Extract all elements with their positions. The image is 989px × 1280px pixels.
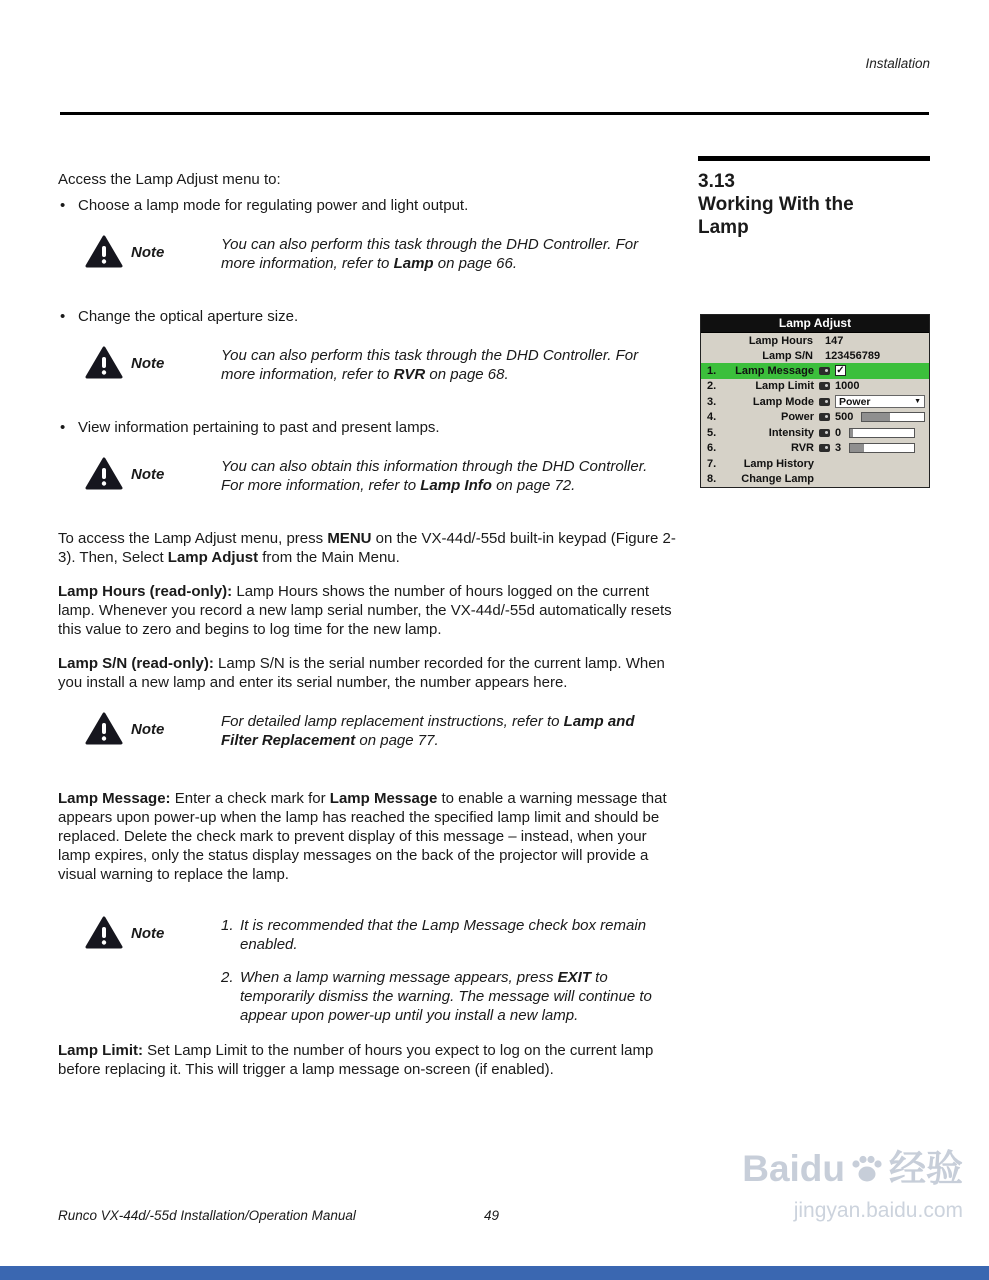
note-item-number: 2. xyxy=(221,969,234,986)
menu-item-number: 3. xyxy=(707,395,717,408)
menu-item-label: Lamp Limit xyxy=(755,380,814,393)
rvr-value: 3 xyxy=(835,442,842,455)
lamp-message-checkbox[interactable] xyxy=(835,365,846,376)
sidebar xyxy=(698,156,930,776)
menu-item-power[interactable] xyxy=(701,410,929,426)
note-label: Note xyxy=(131,925,165,942)
info-label: Lamp Hours xyxy=(748,334,813,347)
note-icon xyxy=(85,346,123,385)
note-block-4 xyxy=(58,712,680,751)
intensity-value: 0 xyxy=(835,426,842,439)
intro-paragraph: Access the Lamp Adjust menu to: xyxy=(58,171,281,188)
menu-item-label: Lamp Mode xyxy=(752,395,814,408)
section-title: Working With the Lamp xyxy=(698,194,854,238)
bottom-accent-bar xyxy=(0,1266,989,1280)
menu-item-number: 2. xyxy=(707,380,717,393)
menu-item-number: 4. xyxy=(707,411,717,424)
slider-fill xyxy=(850,444,864,452)
bullet-item-lamp-info xyxy=(58,418,680,437)
watermark-brand-suffix: 经验 xyxy=(889,1148,963,1189)
menu-item-lamp-mode[interactable] xyxy=(701,394,929,410)
menu-item-change-lamp[interactable] xyxy=(701,472,929,488)
bullet-item-aperture xyxy=(58,307,680,326)
menu-info-lamp-sn xyxy=(701,348,929,363)
dropdown-arrow-icon: ▼ xyxy=(914,398,921,406)
lamp-limit-value[interactable]: 1000 xyxy=(835,380,860,393)
slider-fill xyxy=(850,429,853,437)
slider-fill xyxy=(862,413,890,421)
note-text: You can also perform this task through the DHD Controller. For more information, refer to Lamp on page 66. xyxy=(221,236,639,272)
menu-item-label: Lamp History xyxy=(743,457,814,470)
note-numbered-list xyxy=(221,916,669,1025)
intensity-slider[interactable] xyxy=(849,428,915,438)
bullet-marker: • xyxy=(60,308,66,325)
note-icon xyxy=(85,916,123,955)
option-icon xyxy=(819,367,830,375)
note-item-text: When a lamp warning message appears, press EXIT to temporarily dismiss the warning. The message will continue to appear upon power-up until you install a new lamp. xyxy=(240,969,652,1024)
lamp-adjust-menu xyxy=(700,314,930,488)
bullet-text: Choose a lamp mode for regulating power and light output. xyxy=(78,197,469,214)
note-text: You can also perform this task through the DHD Controller. For more information, refer to RVR on page 68. xyxy=(221,347,639,383)
section-number: 3.13 xyxy=(698,171,735,192)
note-item-text: It is recommended that the Lamp Message check box remain enabled. xyxy=(240,917,647,953)
footer-page-number: 49 xyxy=(484,1208,500,1223)
watermark-brand xyxy=(742,1148,963,1190)
header-rule xyxy=(60,112,929,115)
note-block-3 xyxy=(58,457,680,496)
menu-item-label: Lamp Message xyxy=(735,364,814,377)
body-column xyxy=(58,170,680,1079)
rvr-slider[interactable] xyxy=(849,443,915,453)
note-icon xyxy=(85,712,123,751)
note-label: Note xyxy=(131,355,165,372)
lamp-mode-dropdown[interactable] xyxy=(835,395,925,408)
lamp-menu-title: Lamp Adjust xyxy=(701,315,929,333)
option-icon xyxy=(819,444,830,452)
menu-item-lamp-message[interactable] xyxy=(701,363,929,379)
section-rule xyxy=(698,156,930,161)
option-icon xyxy=(819,429,830,437)
menu-item-rvr[interactable] xyxy=(701,441,929,457)
menu-item-intensity[interactable] xyxy=(701,425,929,441)
info-value: 147 xyxy=(825,334,844,347)
menu-item-label: Power xyxy=(780,411,814,424)
footer-manual-title: Runco VX-44d/-55d Installation/Operation Manual xyxy=(58,1208,356,1223)
watermark-url: jingyan.baidu.com xyxy=(793,1199,963,1222)
menu-item-lamp-limit[interactable] xyxy=(701,379,929,395)
paragraph-lamp-sn: Lamp S/N (read-only): Lamp S/N is the serial number recorded for the current lamp. When you install a new lamp and enter its serial number, the number appears here. xyxy=(58,655,665,691)
bullet-marker: • xyxy=(60,197,66,214)
menu-item-label: RVR xyxy=(790,442,814,455)
note-block-5 xyxy=(58,916,680,1025)
bullet-marker: • xyxy=(60,419,66,436)
note-text: For detailed lamp replacement instructions, refer to Lamp and Filter Replacement on page 77. xyxy=(221,713,635,749)
note-list-item xyxy=(221,968,669,1025)
bullet-text: Change the optical aperture size. xyxy=(78,308,299,325)
bullet-item-lamp-mode xyxy=(58,196,680,215)
menu-info-lamp-hours xyxy=(701,333,929,348)
menu-item-number: 7. xyxy=(707,457,717,470)
note-label: Note xyxy=(131,244,165,261)
dropdown-selected-value: Power xyxy=(839,395,871,408)
menu-item-number: 8. xyxy=(707,473,717,486)
info-value: 123456789 xyxy=(825,349,881,362)
paragraph-lamp-hours: Lamp Hours (read-only): Lamp Hours shows the number of hours logged on the current lamp. Whenever you record a new lamp serial number, the VX-44d/-55d automatically resets this value to zero and begins to log time for the new lamp. xyxy=(58,583,672,638)
menu-item-number: 5. xyxy=(707,426,717,439)
paragraph-lamp-limit: Lamp Limit: Set Lamp Limit to the number of hours you expect to log on the current lamp before replacing it. This will trigger a lamp message on-screen (if enabled). xyxy=(58,1042,654,1078)
note-label: Note xyxy=(131,466,165,483)
paragraph-lamp-message: Lamp Message: Enter a check mark for Lamp Message to enable a warning message that appears upon power-up when the lamp has reached the specified lamp limit and should be replaced. Delete the check mark to prevent display of this message – instead, when your lamp expires, only the status display messages on the back of the projector will provide a visual warning to replace the lamp. xyxy=(58,790,667,883)
bullet-text: View information pertaining to past and present lamps. xyxy=(78,419,440,436)
option-icon xyxy=(819,382,830,390)
menu-item-number: 6. xyxy=(707,442,717,455)
check-mark-icon: ✓ xyxy=(836,364,845,376)
menu-item-number: 1. xyxy=(707,364,717,377)
note-text: You can also obtain this information through the DHD Controller. For more information, refer to Lamp Info on page 72. xyxy=(221,458,648,494)
menu-item-label: Intensity xyxy=(768,426,814,439)
watermark-brand-text: Baidu xyxy=(742,1148,845,1189)
note-block-2 xyxy=(58,346,680,385)
running-head-label: Installation xyxy=(865,56,930,71)
option-icon xyxy=(819,398,830,406)
note-list-item xyxy=(221,916,669,954)
info-label: Lamp S/N xyxy=(762,349,813,362)
note-item-number: 1. xyxy=(221,917,234,934)
running-head xyxy=(865,56,930,71)
note-icon xyxy=(85,457,123,496)
power-value: 500 xyxy=(835,411,854,424)
paragraph-menu-access: To access the Lamp Adjust menu, press MENU on the VX-44d/-55d built-in keypad (Figure 2-3). Then, Select Lamp Adjust from the Main Menu. xyxy=(58,530,676,566)
note-label: Note xyxy=(131,721,165,738)
option-icon xyxy=(819,413,830,421)
note-block-1 xyxy=(58,235,680,274)
note-icon xyxy=(85,235,123,274)
menu-item-label: Change Lamp xyxy=(741,473,814,486)
power-slider[interactable] xyxy=(861,412,925,422)
watermark xyxy=(742,1148,963,1224)
menu-item-lamp-history[interactable] xyxy=(701,456,929,472)
paw-print-icon xyxy=(849,1153,885,1185)
